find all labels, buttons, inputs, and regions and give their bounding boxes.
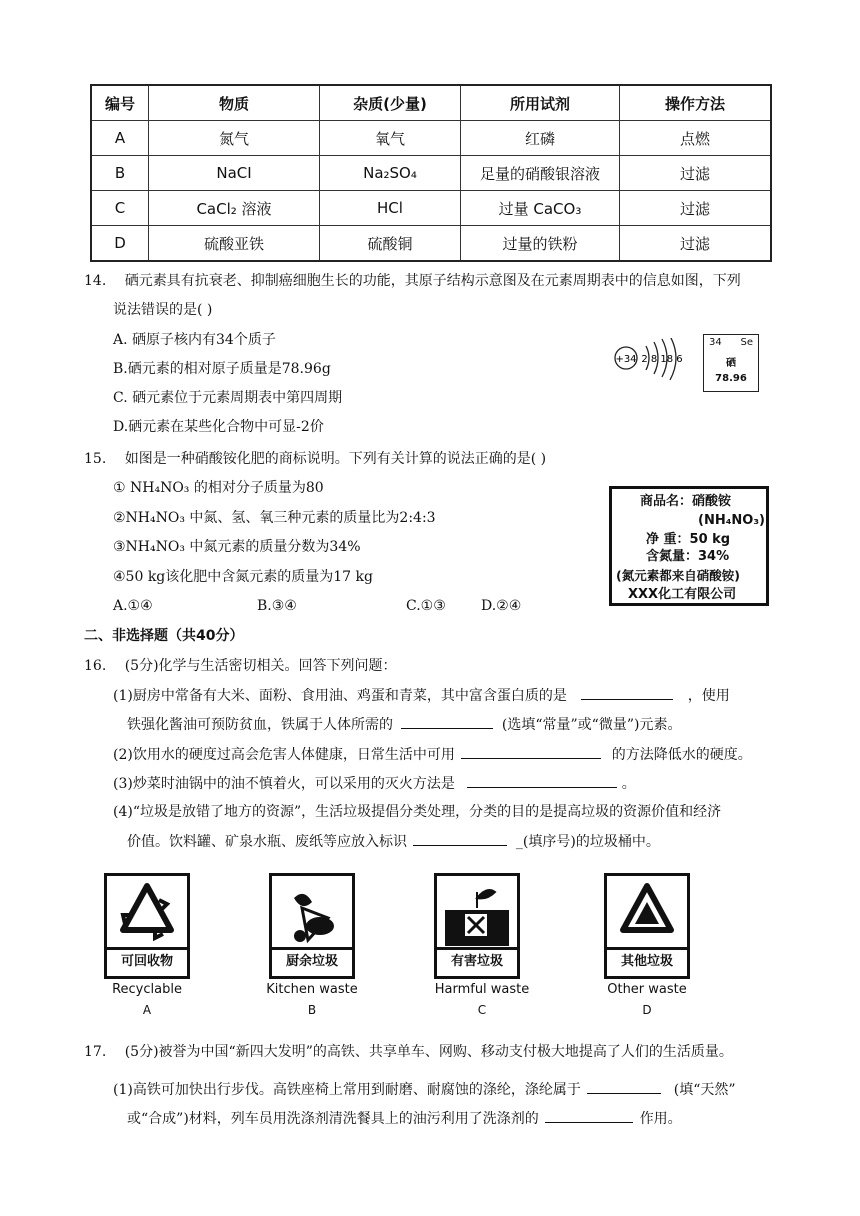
question-14-stem-cont: 说法错误的是( ): [113, 302, 213, 318]
text: 的方法降低水的硬度。: [611, 747, 752, 763]
text: 铁强化酱油可预防贫血，铁属于人体所需的: [127, 717, 393, 733]
option-c: C. 硒元素位于元素周期表中第四周期: [113, 390, 343, 406]
bin-english-label: Kitchen waste: [266, 982, 358, 997]
question-text: 如图是一种硝酸铵化肥的商标说明。下列有关计算的说法正确的是( ): [124, 451, 547, 467]
question-text: 硒元素具有抗衰老、抑制癌细胞生长的功能，其原子结构示意图及在元素周期表中的信息如图，下列: [124, 273, 741, 289]
element-symbol: Se: [740, 337, 753, 348]
question-16-part-4-cont: [127, 831, 660, 852]
bin-letter: D: [642, 1003, 652, 1017]
answer-blank[interactable]: [401, 714, 493, 729]
question-16-part-1: [113, 685, 730, 706]
table-cell: C: [91, 191, 149, 226]
question-16-part-2: [113, 744, 752, 765]
question-16-part-1-cont: [127, 714, 681, 735]
question-number: 14.: [84, 273, 107, 289]
bin-harmful: [434, 873, 520, 979]
table-cell: 过量 CaCO₃: [461, 191, 620, 226]
table-cell: 红磷: [461, 121, 620, 156]
kitchen-waste-icon: [272, 878, 352, 954]
bin-letter: A: [142, 1003, 152, 1017]
question-text: (5分)被誉为中国“新四大发明”的高铁、共享单车、网购、移动支付极大地提高了人们的生活质量。: [124, 1044, 733, 1060]
table-cell: 过滤: [620, 226, 772, 262]
option-b: B.③④: [257, 598, 297, 614]
question-16-part-4: (4)“垃圾是放错了地方的资源”，生活垃圾提倡分类处理，分类的目的是提高垃圾的资源价值和经济: [113, 804, 722, 820]
table-header: 编号: [91, 85, 149, 121]
answer-blank[interactable]: [461, 744, 601, 759]
question-text: (5分)化学与生活密切相关。回答下列问题：: [124, 658, 397, 674]
recycle-icon: [107, 878, 187, 954]
statement-1: ① NH₄NO₃ 的相对分子质量为80: [113, 480, 324, 496]
question-number: 15.: [84, 451, 107, 467]
question-17-part-1: [113, 1079, 736, 1100]
question-number: 17.: [84, 1044, 107, 1060]
table-row: [91, 156, 771, 191]
text: (1)高铁可加快出行步伐。高铁座椅上常用到耐磨、耐腐蚀的涤纶，涤纶属于: [113, 1082, 581, 1098]
table-cell: 过滤: [620, 156, 772, 191]
statement-4: ④50 kg该化肥中含氮元素的质量为17 kg: [113, 569, 373, 585]
table-cell: A: [91, 121, 149, 156]
table-header: 操作方法: [620, 85, 772, 121]
text: 作用。: [639, 1111, 682, 1127]
bin-english-label: Other waste: [607, 982, 687, 997]
bin-label: 可回收物: [107, 947, 187, 976]
bin-recyclable: [104, 873, 190, 979]
answer-blank[interactable]: [581, 685, 673, 700]
element-info-box: [703, 334, 759, 392]
option-d: D.②④: [481, 598, 522, 614]
option-a: A. 硒原子核内有34个质子: [113, 332, 276, 348]
bin-label: 其他垃圾: [607, 947, 687, 976]
question-17-stem: [84, 1042, 733, 1062]
table-header: 杂质(少量): [320, 85, 461, 121]
text: (填“天然”: [673, 1082, 736, 1098]
other-waste-icon: [607, 878, 687, 954]
answer-blank[interactable]: [587, 1079, 661, 1094]
answer-blank[interactable]: [413, 831, 507, 846]
atomic-number: 34: [709, 337, 722, 348]
text: (选填“常量”或“微量”)元素。: [501, 717, 682, 733]
table-cell: D: [91, 226, 149, 262]
question-15-stem: [84, 449, 546, 469]
text: 价值。饮料罐、矿泉水瓶、废纸等应放入标识: [127, 834, 407, 850]
question-16-stem: [84, 656, 397, 676]
label-note: (氮元素都来自硝酸铵): [616, 568, 740, 583]
label-formula: (NH₄NO₃): [698, 513, 765, 528]
atomic-mass: 78.96: [715, 373, 747, 384]
table-cell: 硫酸亚铁: [149, 226, 320, 262]
option-a: A.①④: [113, 598, 153, 614]
label-net-weight: 净 重：50 kg: [646, 532, 731, 547]
answer-blank[interactable]: [467, 773, 617, 788]
table-cell: HCl: [320, 191, 461, 226]
table-header: 物质: [149, 85, 320, 121]
element-name: 硒: [726, 358, 736, 369]
table-cell: 氧气: [320, 121, 461, 156]
bin-letter: C: [477, 1003, 487, 1017]
table-row: [91, 121, 771, 156]
question-17-part-1-cont: [127, 1108, 682, 1129]
section-heading: 二、非选择题（共40分）: [84, 628, 244, 644]
text: (2)饮用水的硬度过高会危害人体健康，日常生活中可用: [113, 747, 455, 763]
bin-other: [604, 873, 690, 979]
reagent-table: [90, 84, 772, 262]
question-number: 16.: [84, 658, 107, 674]
text: (1)厨房中常备有大米、面粉、食用油、鸡蛋和青菜，其中富含蛋白质的是: [113, 688, 567, 704]
option-c: C.①③: [406, 598, 446, 614]
statement-3: ③NH₄NO₃ 中氮元素的质量分数为34%: [113, 539, 361, 555]
text: 。: [621, 776, 636, 792]
bin-english-label: Harmful waste: [434, 982, 530, 997]
table-header-row: [91, 85, 771, 121]
option-b: B.硒元素的相对原子质量是78.96g: [113, 361, 331, 377]
statement-2: ②NH₄NO₃ 中氮、氢、氧三种元素的质量比为2:4:3: [113, 510, 436, 526]
text: (3)炒菜时油锅中的油不慎着火，可以采用的灭火方法是: [113, 776, 455, 792]
table-cell: 过量的铁粉: [461, 226, 620, 262]
text: _(填序号)的垃圾桶中。: [515, 834, 660, 850]
nucleus-charge: +34: [615, 354, 637, 365]
bin-english-label: Recyclable: [112, 982, 182, 997]
harmful-waste-icon: [437, 878, 517, 954]
table-cell: NaCI: [149, 156, 320, 191]
bin-label: 厨余垃圾: [272, 947, 352, 976]
table-cell: 硫酸铜: [320, 226, 461, 262]
text: 或“合成”)材料，列车员用洗涤剂清洗餐具上的油污利用了洗涤剂的: [127, 1111, 539, 1127]
table-row: [91, 191, 771, 226]
table-header: 所用试剂: [461, 85, 620, 121]
table-cell: 氮气: [149, 121, 320, 156]
table-cell: 过滤: [620, 191, 772, 226]
table-cell: 点燃: [620, 121, 772, 156]
question-16-part-3: [113, 773, 636, 794]
option-d: D.硒元素在某些化合物中可显-2价: [113, 419, 324, 435]
label-product-name: 商品名：硝酸铵: [640, 494, 732, 509]
fertilizer-label: [609, 486, 769, 606]
bin-label: 有害垃圾: [437, 947, 517, 976]
label-nitrogen-content: 含氮量：34%: [646, 549, 730, 564]
text: ，使用: [687, 688, 730, 704]
table-row: [91, 226, 771, 262]
bin-kitchen: [269, 873, 355, 979]
table-cell: Na₂SO₄: [320, 156, 461, 191]
atom-structure-diagram: [612, 338, 692, 390]
answer-blank[interactable]: [545, 1108, 633, 1123]
table-cell: 足量的硝酸银溶液: [461, 156, 620, 191]
label-company: XXX化工有限公司: [628, 587, 737, 602]
electron-shells: 2 8 18 6: [641, 354, 683, 365]
bin-letter: B: [307, 1003, 317, 1017]
question-14-stem: [84, 271, 741, 291]
table-cell: B: [91, 156, 149, 191]
table-cell: CaCl₂ 溶液: [149, 191, 320, 226]
